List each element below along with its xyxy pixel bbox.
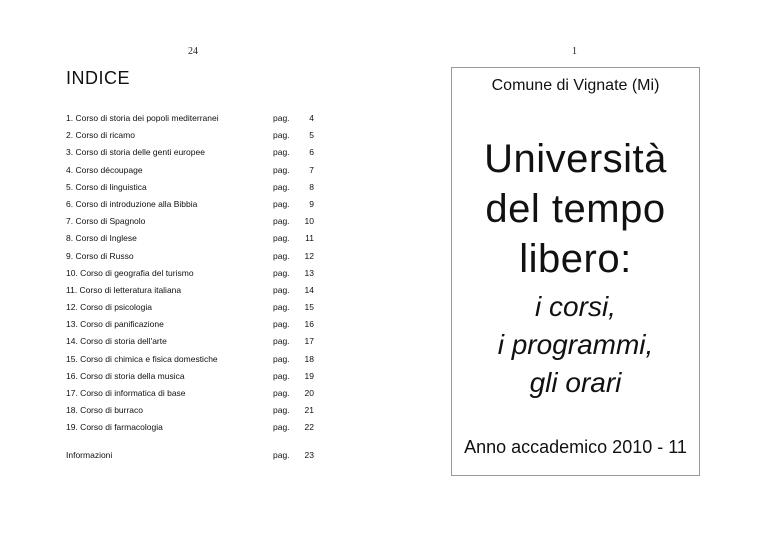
cover-subtitle-line: gli orari (529, 367, 622, 398)
toc-entry-title: 12. Corso di psicologia (66, 302, 152, 313)
toc-entry-title: 13. Corso di panificazione (66, 319, 164, 330)
toc-entry-page-label: pag. (273, 233, 290, 244)
toc-entry-page-number: 16 (304, 319, 314, 330)
toc-entry-page-number: 5 (309, 130, 314, 141)
toc-entry-title: 10. Corso di geografia del turismo (66, 267, 194, 278)
cover-title (452, 134, 699, 284)
toc-entry (66, 385, 316, 402)
toc-entry-page-label: pag. (273, 388, 290, 398)
toc-entry-page-label: pag. (273, 164, 290, 175)
toc-entry-title: 7. Corso di Spagnolo (66, 216, 146, 227)
toc-entry-page-label: pag. (273, 250, 290, 261)
toc-entry-title: 6. Corso di introduzione alla Bibbia (66, 198, 198, 209)
table-of-contents (66, 110, 316, 464)
toc-entry-page-label: pag. (273, 130, 290, 141)
toc-entry-page-number: 20 (304, 388, 314, 398)
toc-entry-page-number: 4 (309, 113, 314, 123)
toc-entry-page-label: pag. (273, 405, 290, 416)
toc-entry-page-label: pag. (273, 370, 290, 381)
toc-entry (66, 179, 316, 196)
toc-entry-page-label: pag. (273, 113, 290, 123)
toc-entry-page-number: 10 (304, 216, 314, 227)
toc-entry-page-number: 14 (304, 284, 314, 295)
toc-entry-page-number: 13 (304, 267, 314, 278)
page-number-left: 24 (188, 46, 198, 57)
toc-entry-title: 1. Corso di storia dei popoli mediterranei (66, 113, 219, 123)
toc-entry (66, 282, 316, 299)
toc-entry-page-label: pag. (273, 353, 290, 364)
toc-entry (66, 144, 316, 161)
toc-entry (66, 230, 316, 247)
cover-subtitle-line: i programmi, (497, 329, 654, 360)
toc-entry-page-label: pag. (273, 284, 290, 295)
cover-box (451, 67, 700, 476)
page-number-right: 1 (572, 46, 577, 57)
toc-entry (66, 162, 316, 179)
toc-entry (66, 368, 316, 385)
cover-academic-year: Anno accademico 2010 - 11 (464, 437, 687, 457)
toc-entry-title: 4. Corso découpage (66, 164, 143, 175)
cover-title-line: del tempo (485, 187, 666, 231)
toc-entry-title: 9. Corso di Russo (66, 250, 134, 261)
toc-entry-title: Informazioni (66, 449, 113, 460)
toc-entry-page-number: 9 (309, 198, 314, 209)
toc-entry-title: 5. Corso di linguistica (66, 181, 147, 192)
toc-entry (66, 213, 316, 230)
toc-entry-title: 18. Corso di burraco (66, 405, 144, 416)
toc-entry-page-label: pag. (273, 319, 290, 330)
toc-entry-title: 17. Corso di informatica di base (66, 388, 186, 398)
toc-entry-page-number: 18 (304, 353, 314, 364)
toc-entry-page-label: pag. (273, 449, 290, 460)
toc-entry-page-number: 6 (309, 147, 314, 158)
toc-entry (66, 333, 316, 350)
toc-entry-page-label: pag. (273, 422, 290, 433)
toc-entry-page-number: 7 (309, 164, 314, 175)
toc-spacer (66, 437, 316, 447)
toc-entry-page-number: 23 (304, 449, 314, 460)
toc-entry-page-number: 19 (304, 370, 314, 381)
toc-entry-page-number: 12 (304, 250, 314, 261)
cover-comune: Comune di Vignate (Mi) (491, 77, 660, 94)
toc-entry-page-number: 17 (304, 336, 314, 347)
toc-entry (66, 248, 316, 265)
toc-entry (66, 127, 316, 144)
toc-entry (66, 447, 316, 464)
cover-title-line: Università (484, 137, 667, 181)
toc-entry-page-number: 11 (305, 233, 314, 244)
cover-title-line: libero: (519, 237, 632, 281)
toc-entry (66, 196, 316, 213)
toc-entry-title: 14. Corso di storia dell'arte (66, 336, 167, 347)
toc-entry-page-number: 21 (304, 405, 314, 416)
toc-entry (66, 316, 316, 333)
toc-entry-page-label: pag. (273, 267, 290, 278)
toc-entry (66, 419, 316, 436)
toc-entry (66, 402, 316, 419)
toc-entry (66, 299, 316, 316)
toc-entry-page-label: pag. (273, 336, 290, 347)
toc-entry (66, 265, 316, 282)
toc-entry-title: 3. Corso di storia delle genti europee (66, 147, 205, 158)
toc-entry-page-label: pag. (273, 147, 290, 158)
toc-entry-title: 19. Corso di farmacologia (66, 422, 163, 433)
toc-entry-page-label: pag. (273, 302, 290, 313)
toc-entry (66, 351, 316, 368)
index-title: INDICE (66, 68, 131, 88)
toc-entry-title: 8. Corso di Inglese (66, 233, 137, 244)
toc-entry-page-number: 8 (309, 181, 314, 192)
toc-entry-title: 16. Corso di storia della musica (66, 370, 185, 381)
cover-subtitle-line: i corsi, (535, 291, 616, 322)
toc-entry-page-number: 15 (304, 302, 314, 313)
toc-entry (66, 110, 316, 127)
toc-entry-page-label: pag. (273, 216, 290, 227)
toc-entry-page-label: pag. (273, 198, 290, 209)
toc-entry-page-label: pag. (273, 181, 290, 192)
cover-subtitle (452, 288, 699, 402)
toc-entry-title: 15. Corso di chimica e fisica domestiche (66, 353, 218, 364)
toc-entry-page-number: 22 (304, 422, 314, 433)
toc-entry-title: 11. Corso di letteratura italiana (66, 284, 182, 295)
toc-entry-title: 2. Corso di ricamo (66, 130, 135, 141)
